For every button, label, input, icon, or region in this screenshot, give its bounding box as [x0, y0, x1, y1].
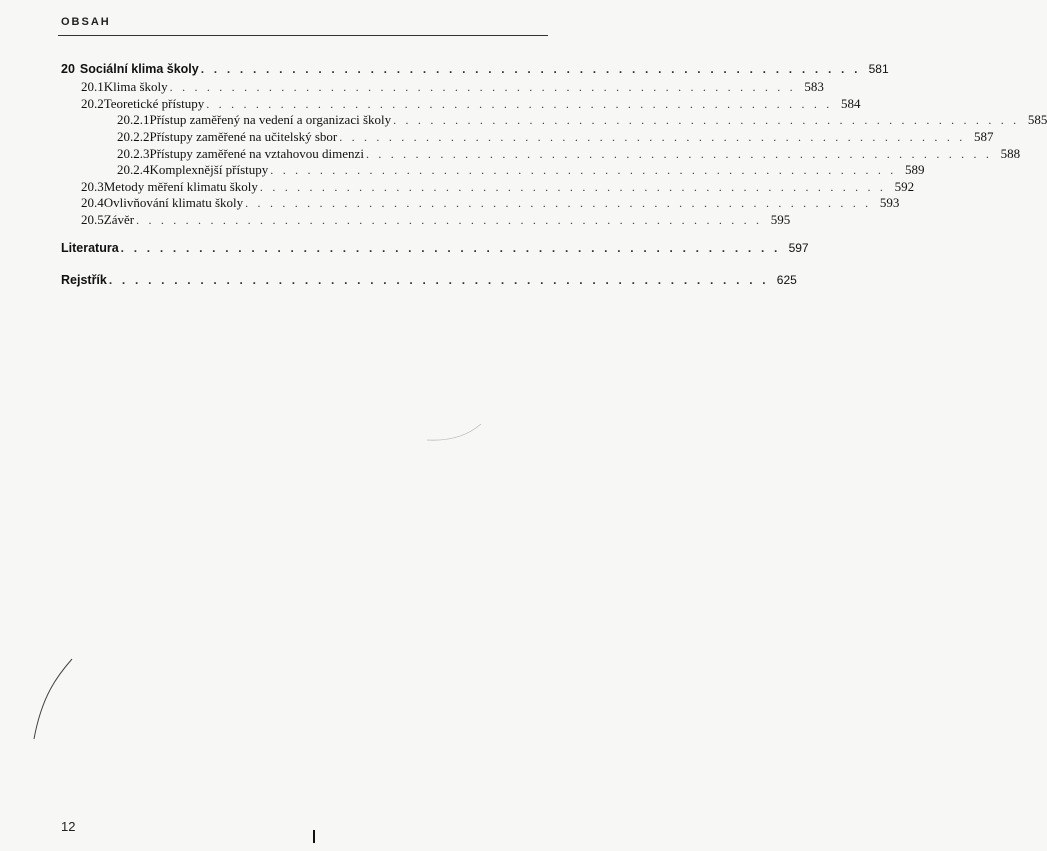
pencil-stroke-mark [28, 655, 78, 745]
toc-entry-title: Sociální klima školy [79, 62, 199, 76]
toc-entry-number: 20.4 [81, 195, 104, 210]
toc-entry-number: 20.5 [81, 212, 104, 227]
toc-entry-title: Komplexnější přístupy [149, 162, 269, 177]
header-rule [58, 35, 548, 36]
toc-entry-title: Klima školy [103, 79, 168, 94]
toc-entry-number: 20.1 [81, 79, 104, 94]
toc-entry-page: 581 [868, 62, 889, 76]
toc-entry-page: 597 [788, 241, 809, 255]
toc-entry-title: Přístup zaměřený na vedení a organizaci školy [149, 112, 392, 127]
toc-entry-20-2-3[interactable] [117, 146, 1021, 162]
page-number: 12 [61, 819, 76, 834]
running-header: OBSAH [61, 16, 111, 28]
toc-entry-title: Literatura [61, 241, 119, 255]
leader-dots: . . . . . . . . . . . . . . . . . . . . . . . . . . . . . . . . . . . . . . . . . . . . . . . . . . . [365, 147, 993, 161]
toc-entry-number: 20.3 [81, 179, 104, 194]
toc-entry-page: 583 [804, 79, 824, 94]
toc-entry-title: Závěr [103, 212, 135, 227]
toc-entry-rejstrik[interactable] [61, 273, 797, 287]
leader-dots: . . . . . . . . . . . . . . . . . . . . . . . . . . . . . . . . . . . . . . . . . . . . . . . . . . . [108, 273, 769, 287]
toc-entry-page: 625 [776, 273, 797, 287]
toc-entry-page: 592 [894, 179, 915, 194]
leader-dots: . . . . . . . . . . . . . . . . . . . . . . . . . . . . . . . . . . . . . . . . . . . . . . . . . . . [245, 196, 872, 210]
toc-entry-title: Teoretické přístupy [103, 96, 205, 111]
leader-dots: . . . . . . . . . . . . . . . . . . . . . . . . . . . . . . . . . . . . . . . . . . . . . . . . . . . [206, 97, 833, 111]
toc-entry-20-2[interactable] [81, 96, 861, 112]
toc-entry-page: 588 [1000, 146, 1021, 161]
toc-entry-page: 584 [840, 96, 861, 111]
leader-dots: . . . . . . . . . . . . . . . . . . . . . . . . . . . . . . . . . . . . . . . . . . . . . . . . . . . [136, 213, 763, 227]
toc-entry-number: 20.2.1 [117, 112, 150, 127]
toc-entry-title: Přístupy zaměřené na vztahovou dimenzi [149, 146, 364, 161]
toc-entry-title: Přístupy zaměřené na učitelský sbor [149, 129, 338, 144]
toc-entry-number: 20.2.4 [117, 162, 150, 177]
leader-dots: . . . . . . . . . . . . . . . . . . . . . . . . . . . . . . . . . . . . . . . . . . . . . . . . . . . [259, 180, 887, 194]
leader-dots: . . . . . . . . . . . . . . . . . . . . . . . . . . . . . . . . . . . . . . . . . . . . . . . . . . . [200, 62, 861, 76]
toc-entry-20-2-2[interactable] [117, 129, 994, 145]
toc-entry-literatura[interactable] [61, 241, 809, 255]
toc-entry-20-2-4[interactable] [117, 162, 925, 178]
toc-entry-20-5[interactable] [81, 212, 791, 228]
toc-entry-number: 20 [61, 62, 75, 76]
leader-dots: . . . . . . . . . . . . . . . . . . . . . . . . . . . . . . . . . . . . . . . . . . . . . . . . . . . [169, 80, 796, 94]
ink-dot-mark [311, 829, 317, 845]
toc-entry-page: 593 [879, 195, 900, 210]
toc-entry-title: Ovlivňování klimatu školy [103, 195, 244, 210]
toc-entry-page: 589 [905, 162, 925, 177]
toc-entry-chapter-20[interactable] [61, 62, 889, 76]
toc-entry-number: 20.2.2 [117, 129, 150, 144]
leader-dots: . . . . . . . . . . . . . . . . . . . . . . . . . . . . . . . . . . . . . . . . . . . . . . . . . . . [270, 163, 897, 177]
toc-entry-page: 587 [973, 129, 994, 144]
toc-entry-title: Metody měření klimatu školy [103, 179, 258, 194]
toc-entry-20-4[interactable] [81, 195, 900, 211]
toc-entry-number: 20.2 [81, 96, 104, 111]
toc-entry-number: 20.2.3 [117, 146, 150, 161]
pencil-dash-mark [425, 420, 485, 445]
leader-dots: . . . . . . . . . . . . . . . . . . . . . . . . . . . . . . . . . . . . . . . . . . . . . . . . . . . [120, 241, 781, 255]
toc-entry-page: 595 [770, 212, 791, 227]
toc-entry-20-2-1[interactable] [117, 112, 1047, 128]
toc-entry-20-1[interactable] [81, 79, 824, 95]
toc-entry-page: 585 [1027, 112, 1047, 127]
leader-dots: . . . . . . . . . . . . . . . . . . . . . . . . . . . . . . . . . . . . . . . . . . . . . . . . . . . [393, 113, 1020, 127]
toc-entry-title: Rejstřík [61, 273, 107, 287]
toc-entry-20-3[interactable] [81, 179, 915, 195]
leader-dots: . . . . . . . . . . . . . . . . . . . . . . . . . . . . . . . . . . . . . . . . . . . . . . . . . . . [339, 130, 966, 144]
